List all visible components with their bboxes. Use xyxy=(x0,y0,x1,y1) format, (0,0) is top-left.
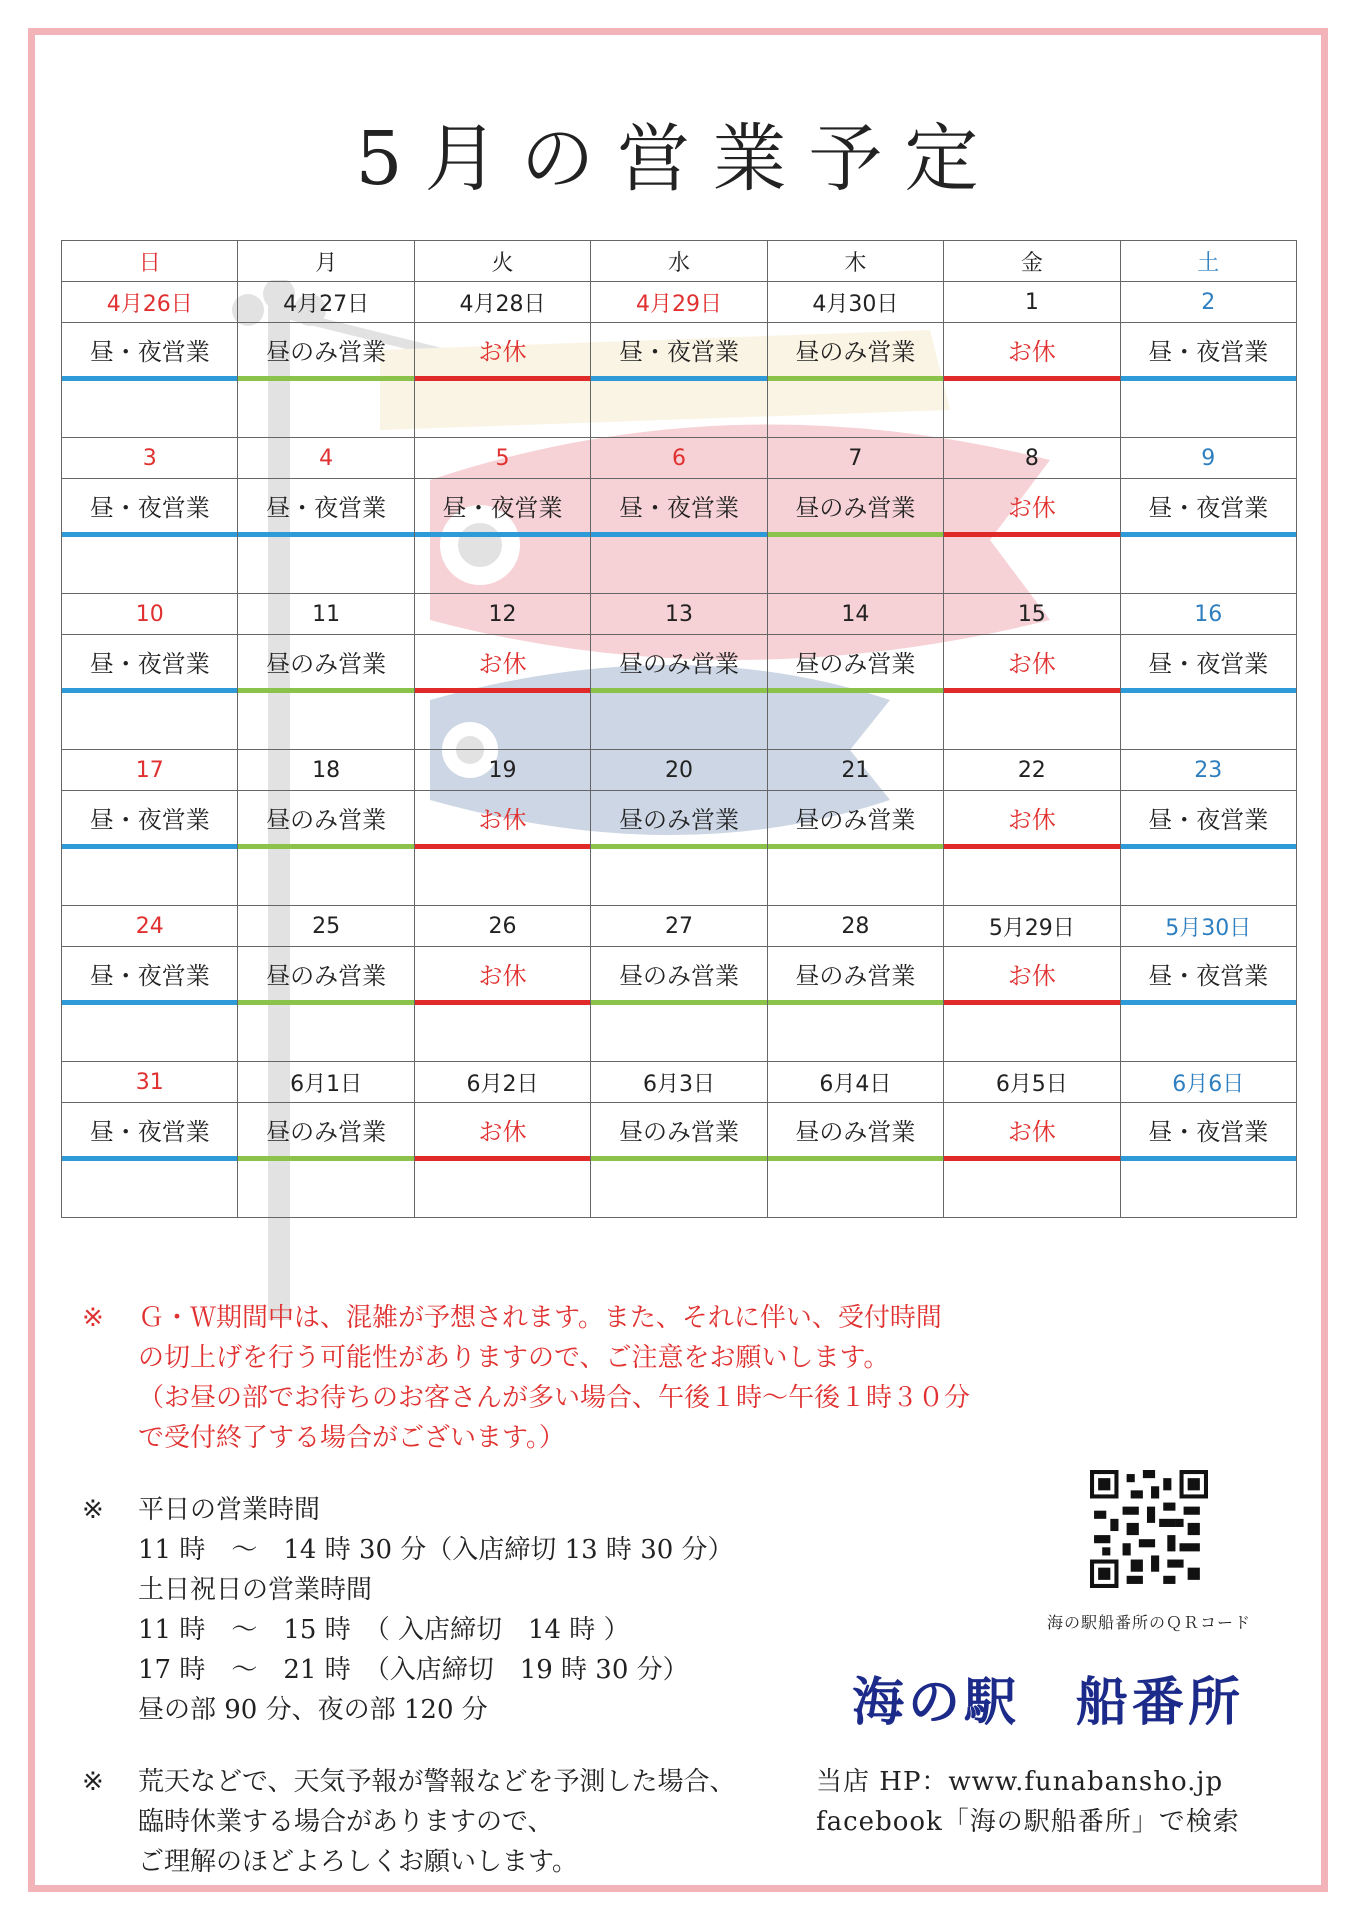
qr-caption: 海の駅船番所のＱＲコード xyxy=(1046,1613,1251,1632)
status-cell xyxy=(591,323,767,382)
status-label: 昼・夜営業 xyxy=(591,479,766,537)
status-cell xyxy=(1120,791,1296,850)
status-cell xyxy=(62,1103,238,1162)
date-cell: 6 xyxy=(591,438,767,479)
status-cell xyxy=(238,791,414,850)
date-cell: 20 xyxy=(591,750,767,791)
date-cell: 6月1日 xyxy=(238,1062,414,1103)
status-label: 昼のみ営業 xyxy=(768,947,943,1005)
weekday-header: 日 xyxy=(62,241,238,282)
date-cell: 15 xyxy=(944,594,1120,635)
weekday-header: 火 xyxy=(414,241,590,282)
blank-cell xyxy=(1120,693,1296,750)
status-label: 昼のみ営業 xyxy=(768,323,943,381)
gw-notice xyxy=(82,1298,970,1458)
date-cell: 8 xyxy=(944,438,1120,479)
status-label: お休 xyxy=(944,947,1119,1005)
status-cell xyxy=(767,1103,943,1162)
status-label: 昼・夜営業 xyxy=(62,791,237,849)
blank-cell xyxy=(591,1005,767,1062)
blank-cell xyxy=(591,693,767,750)
note-mark: ※ xyxy=(82,1303,104,1333)
status-label: 昼のみ営業 xyxy=(768,1103,943,1161)
date-cell: 7 xyxy=(767,438,943,479)
date-cell: 28 xyxy=(767,906,943,947)
status-cell xyxy=(767,479,943,538)
blank-cell xyxy=(767,693,943,750)
status-label: 昼のみ営業 xyxy=(591,635,766,693)
status-label: 昼のみ営業 xyxy=(238,635,413,693)
date-cell: 6月5日 xyxy=(944,1062,1120,1103)
blank-cell xyxy=(238,537,414,594)
notice-line: で受付終了する場合がございます。） xyxy=(138,1423,565,1453)
status-label: お休 xyxy=(944,1103,1119,1161)
blank-cell xyxy=(238,1005,414,1062)
business-hours xyxy=(82,1490,734,1730)
status-label: お休 xyxy=(415,323,590,381)
status-label: 昼・夜営業 xyxy=(62,323,237,381)
date-cell: 22 xyxy=(944,750,1120,791)
date-cell: 12 xyxy=(414,594,590,635)
status-label: 昼のみ営業 xyxy=(238,947,413,1005)
weekday-header: 月 xyxy=(238,241,414,282)
blank-cell xyxy=(62,693,238,750)
blank-cell xyxy=(1120,849,1296,906)
hours-line: 11 時 ～ 15 時 （ 入店締切 14 時 ） xyxy=(138,1615,630,1645)
status-cell xyxy=(414,791,590,850)
status-cell xyxy=(414,947,590,1006)
status-label: 昼・夜営業 xyxy=(1121,635,1296,693)
hours-line: 17 時 ～ 21 時 （入店締切 19 時 30 分） xyxy=(138,1655,689,1685)
status-cell xyxy=(238,323,414,382)
status-label: 昼・夜営業 xyxy=(62,947,237,1005)
status-label: お休 xyxy=(415,1103,590,1161)
status-label: 昼のみ営業 xyxy=(768,479,943,537)
blank-cell xyxy=(62,537,238,594)
date-cell: 27 xyxy=(591,906,767,947)
status-label: 昼・夜営業 xyxy=(415,479,590,537)
status-cell xyxy=(1120,323,1296,382)
date-cell: 11 xyxy=(238,594,414,635)
status-label: 昼・夜営業 xyxy=(238,479,413,537)
blank-cell xyxy=(238,1161,414,1218)
blank-cell xyxy=(238,381,414,438)
blank-cell xyxy=(414,849,590,906)
blank-cell xyxy=(62,849,238,906)
date-cell: 4月26日 xyxy=(62,282,238,323)
date-cell: 26 xyxy=(414,906,590,947)
status-label: 昼・夜営業 xyxy=(62,635,237,693)
blank-cell xyxy=(238,693,414,750)
date-cell: 25 xyxy=(238,906,414,947)
date-cell: 21 xyxy=(767,750,943,791)
status-cell xyxy=(944,1103,1120,1162)
status-label: お休 xyxy=(944,479,1119,537)
hours-line: 11 時 ～ 14 時 30 分（入店締切 13 時 30 分） xyxy=(138,1535,734,1565)
date-cell: 17 xyxy=(62,750,238,791)
status-cell xyxy=(62,635,238,694)
blank-cell xyxy=(62,381,238,438)
date-cell: 18 xyxy=(238,750,414,791)
hours-line: 土日祝日の営業時間 xyxy=(138,1575,373,1605)
date-cell: 3 xyxy=(62,438,238,479)
blank-cell xyxy=(591,849,767,906)
blank-cell xyxy=(767,1161,943,1218)
status-label: お休 xyxy=(415,635,590,693)
status-cell xyxy=(944,323,1120,382)
note-mark: ※ xyxy=(82,1767,104,1797)
date-cell: 5月30日 xyxy=(1120,906,1296,947)
status-label: 昼・夜営業 xyxy=(1121,479,1296,537)
weekday-header: 木 xyxy=(767,241,943,282)
status-label: 昼・夜営業 xyxy=(1121,791,1296,849)
blank-cell xyxy=(1120,381,1296,438)
status-label: 昼のみ営業 xyxy=(768,791,943,849)
blank-cell xyxy=(767,537,943,594)
status-cell xyxy=(62,791,238,850)
notice-line: （お昼の部でお待ちのお客さんが多い場合、午後１時〜午後１時３０分 xyxy=(138,1383,971,1413)
status-cell xyxy=(1120,635,1296,694)
blank-cell xyxy=(944,537,1120,594)
date-cell: 4 xyxy=(238,438,414,479)
homepage-link[interactable]: 当店 HP：www.funabansho.jp xyxy=(816,1767,1224,1797)
date-cell: 13 xyxy=(591,594,767,635)
blank-cell xyxy=(944,1161,1120,1218)
status-cell xyxy=(944,947,1120,1006)
status-cell xyxy=(414,1103,590,1162)
weekday-header: 土 xyxy=(1120,241,1296,282)
date-cell: 5 xyxy=(414,438,590,479)
status-cell xyxy=(238,947,414,1006)
status-label: お休 xyxy=(944,791,1119,849)
status-label: 昼のみ営業 xyxy=(591,1103,766,1161)
status-cell xyxy=(62,323,238,382)
status-cell xyxy=(62,947,238,1006)
blank-cell xyxy=(238,849,414,906)
blank-cell xyxy=(591,381,767,438)
status-cell xyxy=(238,479,414,538)
status-cell xyxy=(414,635,590,694)
shop-logo: 海の駅 船番所 xyxy=(852,1672,1245,1733)
blank-cell xyxy=(1120,1005,1296,1062)
status-cell xyxy=(767,635,943,694)
status-label: 昼のみ営業 xyxy=(768,635,943,693)
weekday-header: 水 xyxy=(591,241,767,282)
status-cell xyxy=(767,323,943,382)
blank-cell xyxy=(62,1005,238,1062)
status-cell xyxy=(591,1103,767,1162)
notice-line: の切上げを行う可能性がありますので、ご注意をお願いします。 xyxy=(138,1343,890,1373)
date-cell: 2 xyxy=(1120,282,1296,323)
page-title: 5月の営業予定 xyxy=(355,116,1001,202)
facebook-search-text: facebook「海の駅船番所」で検索 xyxy=(816,1807,1240,1837)
date-cell: 23 xyxy=(1120,750,1296,791)
status-label: お休 xyxy=(944,635,1119,693)
status-label: お休 xyxy=(944,323,1119,381)
status-cell xyxy=(767,947,943,1006)
storm-line: 荒天などで、天気予報が警報などを予測した場合、 xyxy=(138,1767,736,1797)
status-cell xyxy=(591,791,767,850)
status-label: 昼のみ営業 xyxy=(238,1103,413,1161)
status-cell xyxy=(414,323,590,382)
blank-cell xyxy=(62,1161,238,1218)
status-label: 昼のみ営業 xyxy=(591,947,766,1005)
blank-cell xyxy=(767,381,943,438)
status-cell xyxy=(414,479,590,538)
calendar-table xyxy=(61,240,1297,1218)
blank-cell xyxy=(1120,1161,1296,1218)
date-cell: 16 xyxy=(1120,594,1296,635)
status-label: 昼・夜営業 xyxy=(1121,323,1296,381)
blank-cell xyxy=(944,849,1120,906)
qr-code-icon[interactable] xyxy=(1090,1470,1208,1588)
blank-cell xyxy=(414,693,590,750)
status-cell xyxy=(1120,479,1296,538)
status-cell xyxy=(238,1103,414,1162)
blank-cell xyxy=(944,1005,1120,1062)
blank-cell xyxy=(414,537,590,594)
date-cell: 14 xyxy=(767,594,943,635)
status-label: 昼・夜営業 xyxy=(1121,947,1296,1005)
status-label: 昼・夜営業 xyxy=(1121,1103,1296,1161)
date-cell: 6月4日 xyxy=(767,1062,943,1103)
status-label: 昼・夜営業 xyxy=(591,323,766,381)
date-cell: 4月28日 xyxy=(414,282,590,323)
blank-cell xyxy=(767,849,943,906)
blank-cell xyxy=(414,1161,590,1218)
status-cell xyxy=(591,635,767,694)
date-cell: 1 xyxy=(944,282,1120,323)
status-cell xyxy=(591,479,767,538)
status-cell xyxy=(238,635,414,694)
status-label: 昼のみ営業 xyxy=(591,791,766,849)
date-cell: 19 xyxy=(414,750,590,791)
blank-cell xyxy=(1120,537,1296,594)
blank-cell xyxy=(414,381,590,438)
status-label: 昼・夜営業 xyxy=(62,479,237,537)
blank-cell xyxy=(591,1161,767,1218)
status-label: 昼・夜営業 xyxy=(62,1103,237,1161)
date-cell: 9 xyxy=(1120,438,1296,479)
status-cell xyxy=(62,479,238,538)
status-cell xyxy=(1120,1103,1296,1162)
storm-notice xyxy=(82,1762,735,1882)
blank-cell xyxy=(767,1005,943,1062)
status-cell xyxy=(767,791,943,850)
notice-line: Ｇ・Ｗ期間中は、混雑が予想されます。また、それに伴い、受付時間 xyxy=(138,1303,942,1333)
date-cell: 5月29日 xyxy=(944,906,1120,947)
date-cell: 31 xyxy=(62,1062,238,1103)
hours-line: 平日の営業時間 xyxy=(138,1495,321,1525)
status-cell xyxy=(591,947,767,1006)
status-cell xyxy=(944,635,1120,694)
hours-line: 昼の部 90 分、夜の部 120 分 xyxy=(138,1695,488,1725)
weekday-header: 金 xyxy=(944,241,1120,282)
storm-line: ご理解のほどよろしくお願いします。 xyxy=(138,1847,578,1877)
date-cell: 6月2日 xyxy=(414,1062,590,1103)
status-label: 昼のみ営業 xyxy=(238,791,413,849)
status-cell xyxy=(944,791,1120,850)
blank-cell xyxy=(944,693,1120,750)
web-info xyxy=(816,1762,1240,1842)
date-cell: 10 xyxy=(62,594,238,635)
date-cell: 4月27日 xyxy=(238,282,414,323)
blank-cell xyxy=(944,381,1120,438)
note-mark: ※ xyxy=(82,1495,104,1525)
blank-cell xyxy=(414,1005,590,1062)
date-cell: 4月29日 xyxy=(591,282,767,323)
storm-line: 臨時休業する場合がありますので、 xyxy=(138,1807,554,1837)
status-label: 昼のみ営業 xyxy=(238,323,413,381)
date-cell: 6月6日 xyxy=(1120,1062,1296,1103)
status-cell xyxy=(944,479,1120,538)
date-cell: 24 xyxy=(62,906,238,947)
status-cell xyxy=(1120,947,1296,1006)
date-cell: 4月30日 xyxy=(767,282,943,323)
blank-cell xyxy=(591,537,767,594)
status-label: お休 xyxy=(415,791,590,849)
date-cell: 6月3日 xyxy=(591,1062,767,1103)
status-label: お休 xyxy=(415,947,590,1005)
